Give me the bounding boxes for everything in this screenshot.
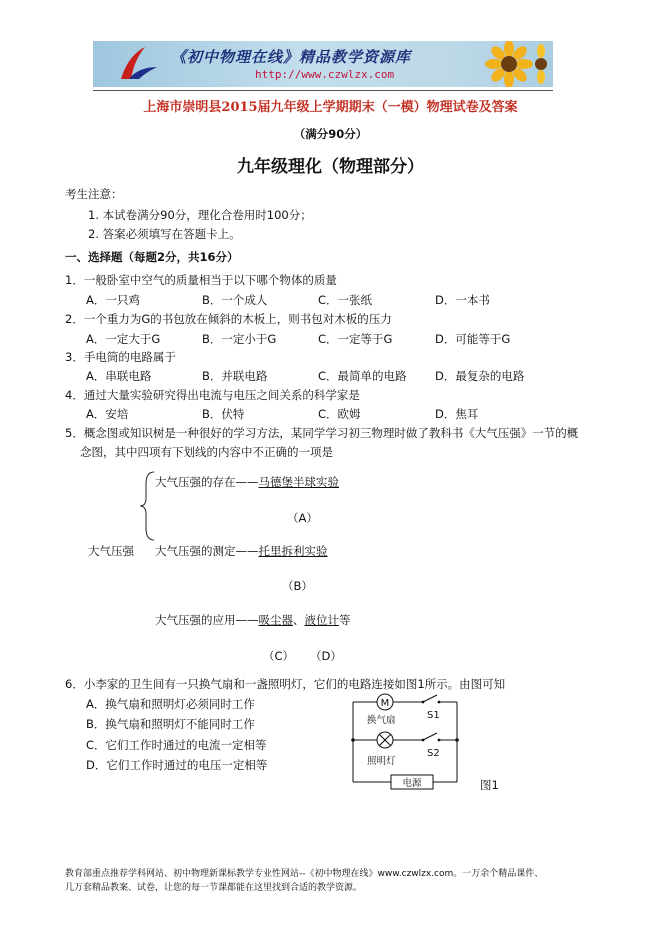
- option-a: A．换气扇和照明灯必须同时工作: [86, 697, 255, 711]
- concept-branch-measurement: 大气压强的测定——托里拆利实验: [155, 544, 328, 558]
- option-a: A．一定大于G: [86, 332, 161, 346]
- full-score: （满分90分）: [293, 127, 368, 141]
- option-d: D．它们工作时通过的电压一定相等: [86, 758, 268, 772]
- page-title: 九年级理化（物理部分）: [237, 157, 424, 177]
- sunflower-icon: [479, 41, 549, 87]
- option-c: C．一定等于G: [318, 332, 393, 346]
- site-logo-icon: [115, 45, 159, 83]
- question-stem: 5．概念图或知识树是一种很好的学习方法，某同学学习初三物理时做了教科书《大气压强》一节的概: [65, 426, 579, 440]
- footer-line: 几万套精品教案、试卷，让您的每一节课都能在这里找到合适的教学资源。: [65, 883, 363, 893]
- option-d: D．可能等于G: [435, 332, 511, 346]
- concept-branch-application: 大气压强的应用——吸尘器、液位计等: [155, 613, 351, 627]
- motor-symbol: M: [380, 698, 390, 709]
- label-d: （D）: [310, 649, 342, 663]
- concept-branch-existence: 大气压强的存在——马德堡半球实验: [155, 475, 339, 489]
- footer-line: 教育部重点推荐学科网站、初中物理新课标教学专业性网站--《初中物理在线》www.czwlzx.com。一万余个精品课件、: [65, 869, 544, 879]
- fan-label: 换气扇: [367, 715, 396, 726]
- option-d: D．一本书: [435, 293, 490, 307]
- option-c: C．一张纸: [318, 293, 373, 307]
- option-c: C．它们工作时通过的电流一定相等: [86, 738, 267, 752]
- question-stem: 3．手电筒的电路属于: [65, 350, 176, 364]
- switch-s2-label: S2: [427, 748, 440, 759]
- figure-label: 图1: [480, 778, 499, 792]
- option-b: B．换气扇和照明灯不能同时工作: [86, 717, 255, 731]
- option-a: A．串联电路: [86, 369, 152, 383]
- header-banner: [93, 41, 553, 87]
- notes-heading: 考生注意：: [65, 187, 123, 201]
- question-stem: 1．一般卧室中空气的质量相当于以下哪个物体的质量: [65, 273, 337, 287]
- underlined-item-a: 马德堡半球实验: [258, 475, 339, 489]
- section-heading: 一、选择题（每题2分，共16分）: [65, 250, 239, 264]
- switch-s1-label: S1: [427, 710, 440, 721]
- banner-url: http://www.czwlzx.com: [255, 68, 395, 81]
- power-source-label: 电源: [402, 778, 422, 789]
- note-item: 2. 答案必须填写在答题卡上。: [88, 227, 241, 241]
- option-b: B．一定小于G: [202, 332, 277, 346]
- concept-root: 大气压强: [88, 544, 134, 558]
- document-title: 上海市崇明县2015届九年级上学期期末（一模）物理试卷及答案: [143, 100, 518, 115]
- option-b: B．并联电路: [202, 369, 268, 383]
- underlined-item-d: 液位计: [304, 613, 339, 627]
- option-a: A．安培: [86, 407, 129, 421]
- header-divider: [93, 90, 553, 91]
- option-c: C．最简单的电路: [318, 369, 407, 383]
- label-c: （C）: [263, 649, 295, 663]
- option-b: B．伏特: [202, 407, 245, 421]
- label-a: （A）: [287, 511, 318, 525]
- option-a: A．一只鸡: [86, 293, 140, 307]
- question-stem-continued: 念图，其中四项有下划线的内容中不正确的一项是: [80, 445, 333, 459]
- lamp-label: 照明灯: [367, 756, 396, 767]
- option-c: C．欧姆: [318, 407, 361, 421]
- concept-brace-icon: [138, 470, 156, 542]
- underlined-item-b: 托里拆利实验: [258, 544, 328, 558]
- underlined-item-c: 吸尘器: [258, 613, 293, 627]
- option-d: D．最复杂的电路: [435, 369, 525, 383]
- note-item: 1. 本试卷满分90分，理化合卷用时100分；: [88, 208, 312, 222]
- option-b: B．一个成人: [202, 293, 268, 307]
- question-stem: 6．小李家的卫生间有一只换气扇和一盏照明灯，它们的电路连接如图1所示。由图可知: [65, 677, 506, 691]
- question-stem: 4．通过大量实验研究得出电流与电压之间关系的科学家是: [65, 388, 360, 402]
- question-stem: 2．一个重力为G的书包放在倾斜的木板上，则书包对木板的压力: [65, 312, 392, 326]
- label-b: （B）: [282, 579, 313, 593]
- banner-title: 《初中物理在线》精品教学资源库: [171, 48, 412, 66]
- option-d: D．焦耳: [435, 407, 479, 421]
